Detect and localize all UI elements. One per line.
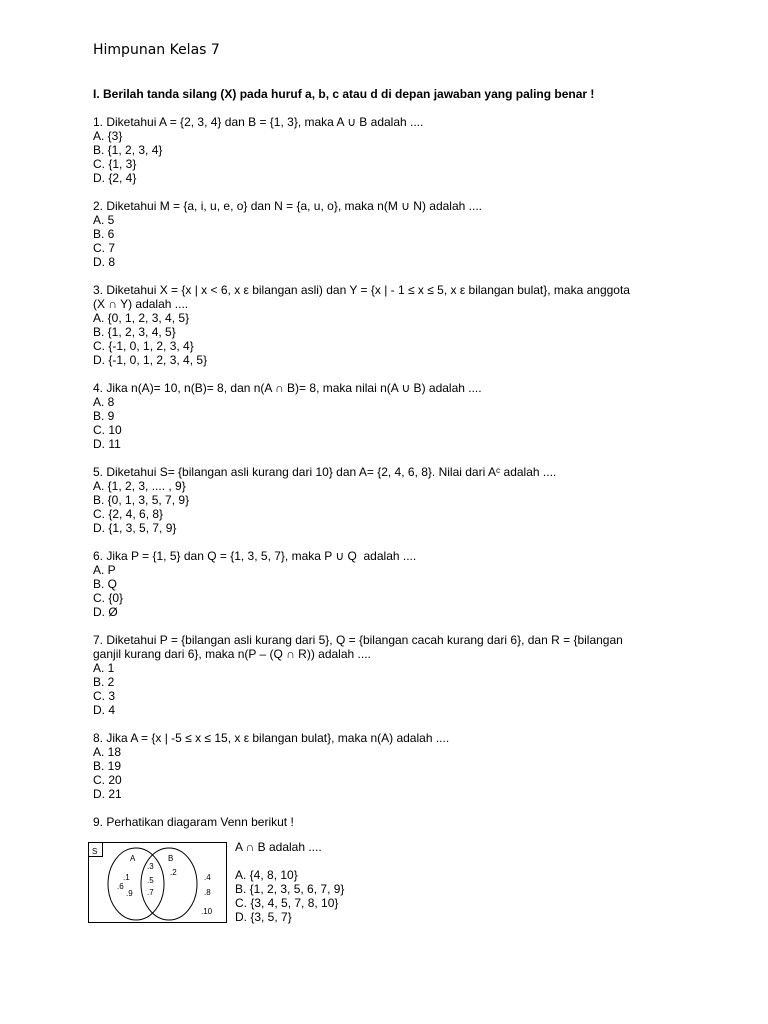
question-2 xyxy=(93,199,693,269)
answer-option: B. {1, 2, 3, 4, 5} xyxy=(93,325,176,339)
question-text: 5. Diketahui S= {bilangan asli kurang dari 10} dan A= {2, 4, 6, 8}. Nilai dari Aᶜ adalah .... xyxy=(93,465,557,479)
answer-option: A. 18 xyxy=(93,745,122,759)
answer-option: C. {2, 4, 6, 8} xyxy=(93,507,164,521)
venn-element: .7 xyxy=(147,888,154,897)
question-text: 2. Diketahui M = {a, i, u, e, o} dan N = {a, u, o}, maka n(M ∪ N) adalah .... xyxy=(93,199,482,213)
venn-universe-label: S xyxy=(92,847,98,856)
venn-diagram xyxy=(88,842,228,924)
answer-option: A. {4, 8, 10} xyxy=(235,868,298,882)
venn-question-block xyxy=(88,840,488,930)
answer-option: A. 1 xyxy=(93,661,115,675)
answer-option: A. 5 xyxy=(93,213,115,227)
question-5 xyxy=(93,465,693,535)
question-8 xyxy=(93,731,693,801)
venn-element: .10 xyxy=(201,907,213,916)
venn-question-text xyxy=(235,840,344,924)
answer-option: D. 4 xyxy=(93,703,116,717)
question-text: (X ∩ Y) adalah .... xyxy=(93,297,189,311)
answer-option: D. 11 xyxy=(93,437,121,451)
answer-option: B. {0, 1, 3, 5, 7, 9} xyxy=(93,493,190,507)
answer-option: C. {3, 4, 5, 7, 8, 10} xyxy=(235,896,339,910)
question-9 xyxy=(93,815,693,829)
venn-element: .6 xyxy=(117,882,124,891)
venn-element: .9 xyxy=(126,889,133,898)
page-title: Himpunan Kelas 7 xyxy=(93,42,220,58)
venn-element: .4 xyxy=(204,873,211,882)
question-text: 3. Diketahui X = {x | x < 6, x ε bilangan asli) dan Y = {x | - 1 ≤ x ≤ 5, x ε bilangan bulat}, maka anggota xyxy=(93,283,630,297)
answer-option: D. {-1, 0, 1, 2, 3, 4, 5} xyxy=(93,353,208,367)
question-text: 9. Perhatikan diagaram Venn berikut ! xyxy=(93,815,294,829)
venn-element: .1 xyxy=(123,873,130,882)
answer-option: A. P xyxy=(93,563,116,577)
question-text: 4. Jika n(A)= 10, n(B)= 8, dan n(A ∩ B)= 8, maka nilai n(A ∪ B) adalah .... xyxy=(93,381,482,395)
answer-option: C. {1, 3} xyxy=(93,157,137,171)
answer-option: B. 6 xyxy=(93,227,115,241)
venn-element: .8 xyxy=(204,888,211,897)
answer-option: D. {1, 3, 5, 7, 9} xyxy=(93,521,177,535)
venn-element: .2 xyxy=(170,868,177,877)
answer-option: B. Q xyxy=(93,577,118,591)
answer-option: B. 2 xyxy=(93,675,115,689)
answer-option: C. 3 xyxy=(93,689,116,703)
answer-option: B. {1, 2, 3, 5, 6, 7, 9} xyxy=(235,882,345,896)
answer-option: A. {1, 2, 3, .... , 9} xyxy=(93,479,186,493)
venn-element: .5 xyxy=(147,876,154,885)
venn-question: A ∩ B adalah .... xyxy=(235,840,322,854)
answer-option: B. 19 xyxy=(93,759,122,773)
answer-option: D. {3, 5, 7} xyxy=(235,910,292,924)
venn-set-b-label: B xyxy=(168,854,174,863)
answer-option: C. 10 xyxy=(93,423,122,437)
answer-option: D. 8 xyxy=(93,255,116,269)
venn-element: .3 xyxy=(147,862,154,871)
question-text: ganjil kurang dari 6}, maka n(P – (Q ∩ R)) adalah .... xyxy=(93,647,371,661)
answer-option: C. 20 xyxy=(93,773,122,787)
answer-option: B. {1, 2, 3, 4} xyxy=(93,143,163,157)
answer-option: C. 7 xyxy=(93,241,116,255)
answer-option: A. {3} xyxy=(93,129,123,143)
question-6 xyxy=(93,549,693,619)
answer-option: A. 8 xyxy=(93,395,115,409)
question-3 xyxy=(93,283,693,367)
instruction-text: I. Berilah tanda silang (X) pada huruf a, b, c atau d di depan jawaban yang paling benar ! xyxy=(93,87,595,101)
answer-option: D. 21 xyxy=(93,787,122,801)
question-7 xyxy=(93,633,693,717)
venn-set-a-label: A xyxy=(130,854,136,863)
answer-option: A. {0, 1, 2, 3, 4, 5} xyxy=(93,311,190,325)
question-text: 6. Jika P = {1, 5} dan Q = {1, 3, 5, 7}, maka P ∪ Q adalah .... xyxy=(93,549,417,563)
answer-option: C. {0} xyxy=(93,591,124,605)
question-text: 7. Diketahui P = {bilangan asli kurang dari 5}, Q = {bilangan cacah kurang dari 6}, dan R = {bilangan xyxy=(93,633,623,647)
question-4 xyxy=(93,381,693,451)
question-text: 1. Diketahui A = {2, 3, 4} dan B = {1, 3}, maka A ∪ B adalah .... xyxy=(93,115,424,129)
answer-option: C. {-1, 0, 1, 2, 3, 4} xyxy=(93,339,194,353)
question-list xyxy=(93,115,693,843)
answer-option: B. 9 xyxy=(93,409,115,423)
question-1 xyxy=(93,115,693,185)
question-text: 8. Jika A = {x | -5 ≤ x ≤ 15, x ε bilangan bulat}, maka n(A) adalah .... xyxy=(93,731,450,745)
answer-option: D. Ø xyxy=(93,605,118,619)
answer-option: D. {2, 4} xyxy=(93,171,137,185)
